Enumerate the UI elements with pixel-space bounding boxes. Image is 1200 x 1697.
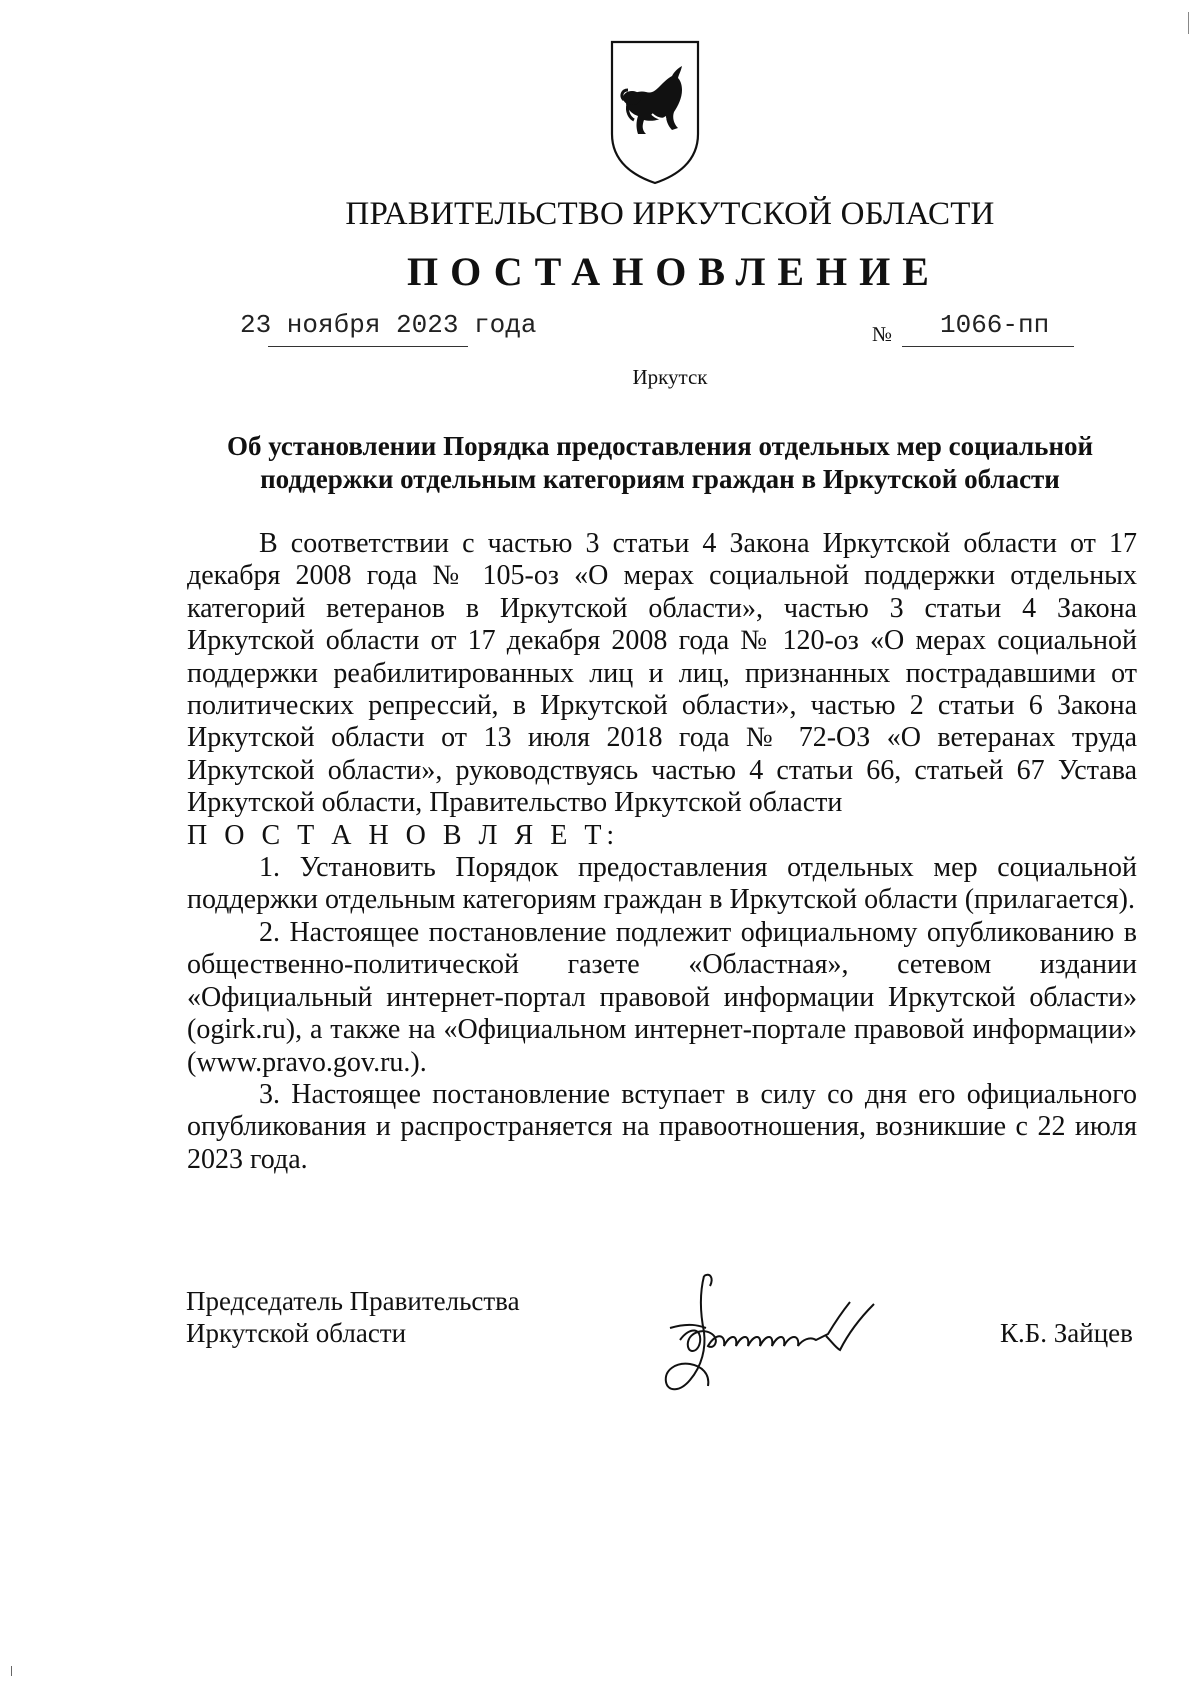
coat-of-arms-icon — [608, 38, 702, 186]
document-number: 1066-пп — [940, 310, 1050, 340]
preamble-paragraph: В соответствии с частью 3 статьи 4 Закона Иркутской области от 17 декабря 2008 года № 105-оз «О мерах социальной поддержки отдельных категорий ветеранов в Иркутской области», частью 3 статьи 4 Закона Иркутской области от 17 декабря 2008 года № 120-оз «О мерах социальной поддержки реабилитированных лиц и лиц, признанных пострадавшими от политических репрессий, в Иркутской области», частью 2 статьи 6 Закона Иркутской области от 13 июля 2018 года № 72-ОЗ «О ветеранах труда Иркутской области», руководствуясь частью 4 статьи 66, статьей 67 Устава Иркутской области, Правительство Иркутской области — [187, 528, 1137, 819]
signature-image — [660, 1262, 930, 1412]
organization-title: ПРАВИТЕЛЬСТВО ИРКУТСКОЙ ОБЛАСТИ — [345, 196, 995, 232]
signer-position-line-2: Иркутской области — [186, 1318, 407, 1348]
number-underline — [902, 346, 1074, 347]
document-body — [187, 528, 1137, 1176]
scan-mark — [1188, 12, 1189, 34]
resolves-keyword: П О С Т А Н О В Л Я Е Т: — [187, 819, 620, 851]
item-paragraph-1: 1. Установить Порядок предоставления отдельных мер социальной поддержки отдельным категориям граждан в Иркутской области (прилагается). — [187, 852, 1137, 916]
date-underline — [268, 346, 468, 347]
item-paragraph-2: 2. Настоящее постановление подлежит официальному опубликованию в общественно-политической газете «Областная», сетевом издании «Официальный интернет-портал правовой информации Иркутской области» (ogirk.ru), а также на «Официальном интернет-портале правовой информации» (www.pravo.gov.ru.). — [187, 916, 1137, 1078]
signer-position — [186, 1285, 520, 1349]
city-name: Иркутск — [632, 365, 708, 389]
document-subject: Об установлении Порядка предоставления отдельных мер социальной поддержки отдельным категориям граждан в Иркутской области — [226, 431, 1094, 494]
scan-mark-bottom — [11, 1666, 12, 1676]
document-date: 23 ноября 2023 года — [240, 310, 537, 340]
item-paragraph-3: 3. Настоящее постановление вступает в силу со дня его официального опубликования и распространяется на правоотношения, возникшие с 22 июля 2023 года. — [187, 1078, 1137, 1175]
number-sign: № — [872, 322, 893, 346]
signer-position-line-1: Председатель Правительства — [186, 1286, 520, 1316]
document-type-heading: ПОСТАНОВЛЕНИЕ — [407, 249, 941, 294]
signer-name: К.Б. Зайцев — [1000, 1318, 1133, 1348]
